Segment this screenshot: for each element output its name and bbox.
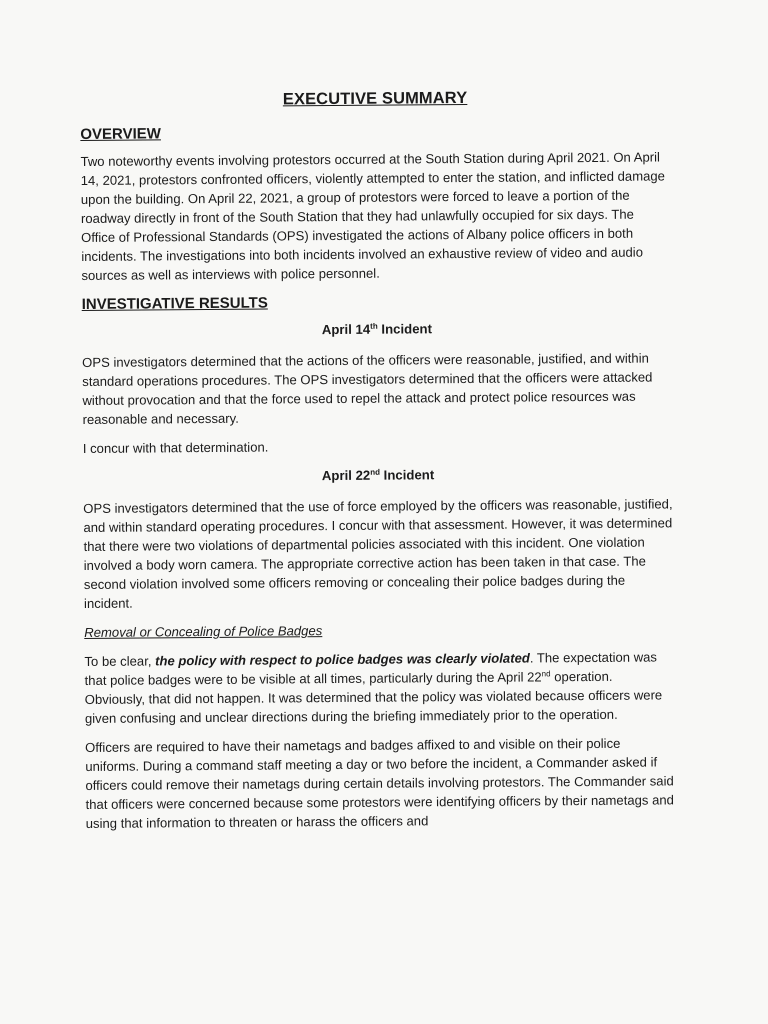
april-22-heading-date: April 22 [321,467,371,484]
april-14-incident-heading [82,317,672,341]
badges-p1-emphasis: the policy with respect to police badges was clearly violated [155,650,530,669]
april-22-paragraph: OPS investigators determined that the use of force employed by the officers was reasonable, justified, and within standard operating procedures. I concur with that assessment. However, it was determined that there were two violations of departmental policies associated with this incident. One violation involved a body worn camera. The appropriate corrective action has been taken in that case. The second violation involved some officers removing or concealing their police badges during the incident. [83,496,673,611]
overview-heading: OVERVIEW [80,125,161,143]
april-14-heading-label: Incident [377,321,433,337]
badges-paragraph-1 [84,647,675,728]
april-14-heading-date: April 14 [321,321,371,338]
badges-paragraph-2: Officers are required to have their nametags and badges affixed to and visible on their police uniforms. During a command staff meeting a day or two before the incident, a Commander asked if officers could remove their nametags during certain details involving protestors. The Commander said that officers were concerned because some protestors were identifying officers by their nametags and using that information to threaten or harass the officers and [85,735,674,831]
badges-p1-middle: . The expectation was that police badges were to be visible at all times, particularly during the April 22 [84,649,658,688]
badges-p1-intro: To be clear, [84,653,156,669]
april-14-concurrence: I concur with that determination. [82,439,269,456]
badges-p1-end: operation. Obviously, that did not happen. It was determined that the policy was violated because officers were given confusing and unclear directions during the briefing immediately prior to the operation. [84,668,663,726]
document-body [80,87,676,843]
april-14-paragraph: OPS investigators determined that the actions of the officers were reasonable, justified, and within standard operations procedures. The OPS investigators determined that the officers were attacked without provocation and that the force used to repel the attack and protect police resources was reasonable and necessary. [82,350,653,427]
badges-p1-suffix: nd [541,669,551,679]
april-22-heading-suffix: nd [370,467,380,477]
april-22-heading-label: Incident [379,467,435,483]
april-14-heading-suffix: th [370,321,378,331]
overview-paragraph: Two noteworthy events involving protestors occurred at the South Station during April 2021. On April 14, 2021, protestors confronted officers, violently attempted to enter the station, and inflicted damage upon the building. On April 22, 2021, a group of protestors were forced to leave a portion of the roadway directly in front of the South Station that they had unlawfully occupied for six days. The Office of Professional Standards (OPS) investigated the actions of Albany police officers in both incidents. The investigations into both incidents involved an exhaustive review of video and audio sources as well as interviews with police personnel. [80,149,665,283]
badges-subheading: Removal or Concealing of Police Badges [84,623,323,640]
april-22-incident-heading [83,463,673,487]
document-title: EXECUTIVE SUMMARY [282,88,468,109]
investigative-results-heading: INVESTIGATIVE RESULTS [81,294,268,313]
